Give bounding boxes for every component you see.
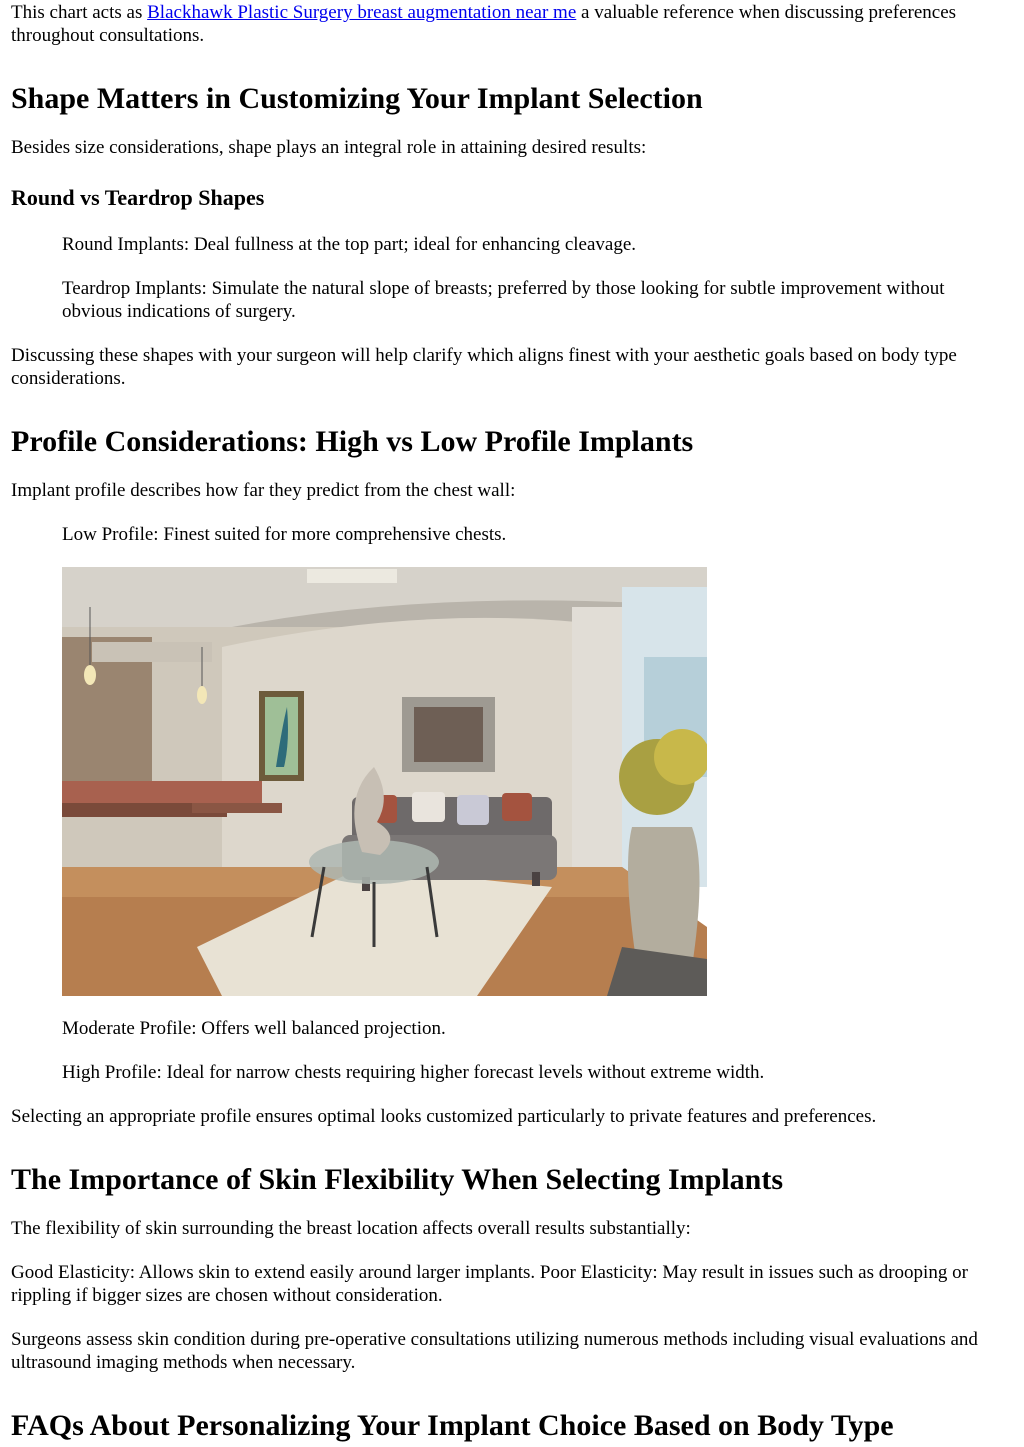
low-profile-item: Low Profile: Finest suited for more comprehensive chests. — [62, 524, 507, 545]
waiting-room-illustration — [62, 567, 707, 996]
shape-intro: Besides size considerations, shape plays an integral role in attaining desired results: — [11, 137, 647, 158]
profile-heading: Profile Considerations: High vs Low Profile Implants — [11, 425, 694, 458]
intro-paragraph — [11, 1, 1012, 47]
skin-intro: The flexibility of skin surrounding the breast location affects overall results substantially: — [11, 1218, 691, 1239]
shape-discussion: Discussing these shapes with your surgeon will help clarify which aligns finest with your aesthetic goals based on body type considerations. — [11, 345, 957, 389]
high-profile-item: High Profile: Ideal for narrow chests requiring higher forecast levels without extreme width. — [62, 1062, 765, 1083]
intro-text-before: This chart acts as — [11, 2, 148, 23]
profile-intro: Implant profile describes how far they predict from the chest wall: — [11, 480, 516, 501]
waiting-room-photo — [62, 567, 707, 996]
profile-summary: Selecting an appropriate profile ensures optimal looks customized particularly to private features and preferences. — [11, 1106, 877, 1127]
shape-heading: Shape Matters in Customizing Your Implant Selection — [11, 82, 703, 115]
skin-assessment: Surgeons assess skin condition during pre-operative consultations utilizing numerous methods including visual evaluations and ultrasound imaging methods when necessary. — [11, 1329, 978, 1373]
intro-link[interactable]: Blackhawk Plastic Surgery breast augmentation near me — [147, 2, 577, 23]
intro-text-after: a valuable reference when discussing preferences throughout consultations. — [11, 2, 957, 46]
skin-heading: The Importance of Skin Flexibility When Selecting Implants — [11, 1163, 784, 1196]
skin-elasticity: Good Elasticity: Allows skin to extend easily around larger implants. Poor Elasticity: May result in issues such as drooping or rippling if bigger sizes are chosen without consideration. — [11, 1262, 968, 1306]
teardrop-implants-item: Teardrop Implants: Simulate the natural slope of breasts; preferred by those looking for subtle improvement without obvious indications of surgery. — [62, 278, 945, 322]
moderate-profile-item: Moderate Profile: Offers well balanced projection. — [62, 1018, 446, 1039]
faq-heading: FAQs About Personalizing Your Implant Choice Based on Body Type — [11, 1409, 894, 1442]
round-implants-item: Round Implants: Deal fullness at the top part; ideal for enhancing cleavage. — [62, 234, 637, 255]
shape-subheading: Round vs Teardrop Shapes — [11, 185, 265, 210]
article — [0, 1, 1024, 1444]
